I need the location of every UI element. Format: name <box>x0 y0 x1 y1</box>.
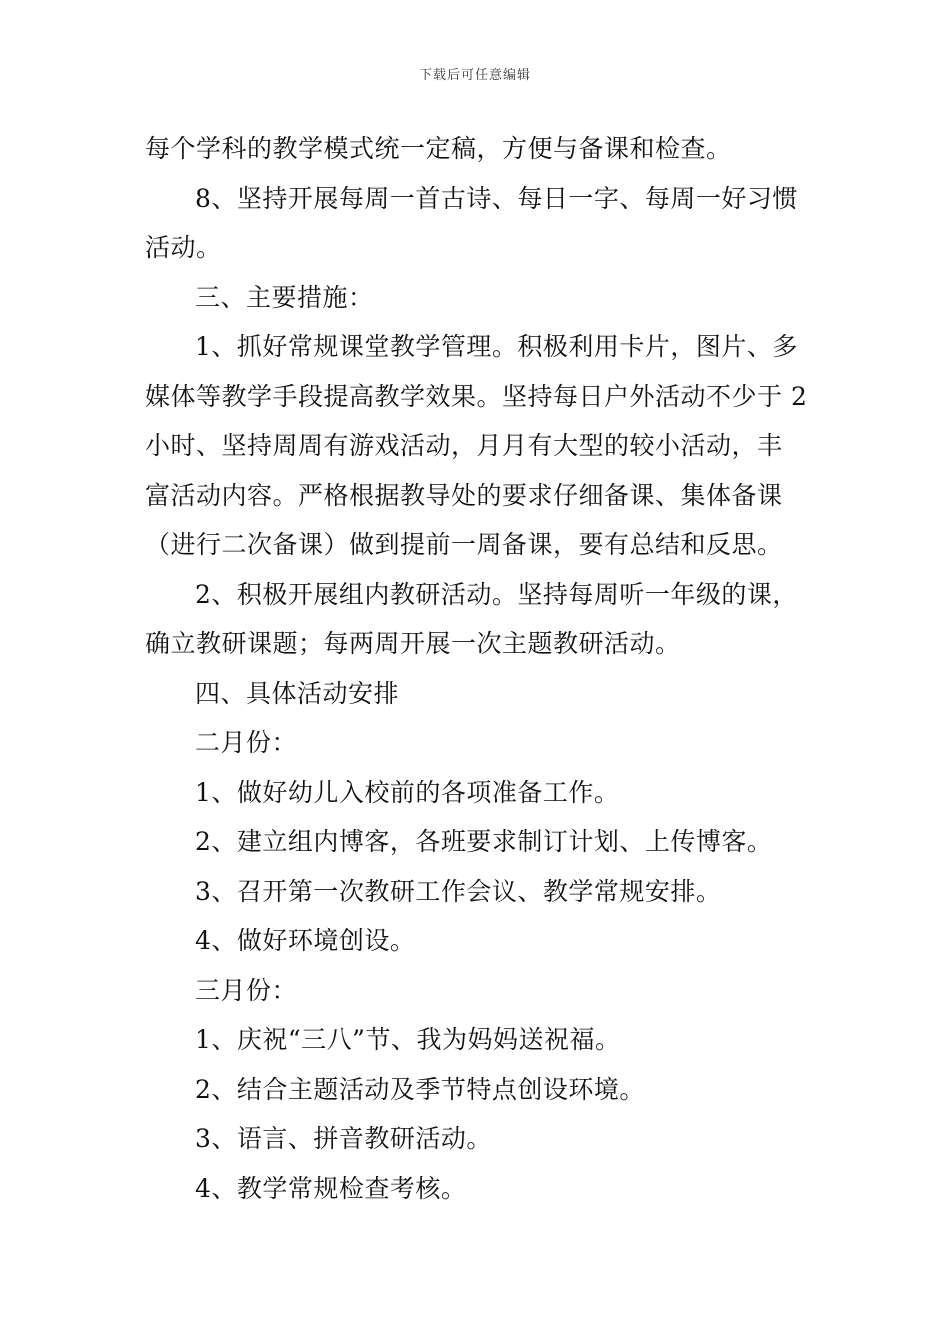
list-item: 4、做好环境创设。 <box>195 926 416 955</box>
list-item: 2、建立组内博客，各班要求制订计划、上传博客。 <box>195 827 773 856</box>
text-line: 活动。 <box>145 233 222 262</box>
text-line: 媒体等教学手段提高教学效果。坚持每日户外活动不少于 2 <box>145 381 808 411</box>
list-item: 1、庆祝“三八”节、我为妈妈送祝福。 <box>195 1025 621 1054</box>
list-item: 3、召开第一次教研工作会议、教学常规安排。 <box>195 876 722 906</box>
page-header: 下载后可任意编辑 <box>418 68 531 83</box>
text-line: 每个学科的教学模式统一定稿，方便与备课和检查。 <box>145 134 732 163</box>
text-line: 富活动内容。严格根据教导处的要求仔细备课、集体备课 <box>145 480 783 510</box>
list-item: 2、结合主题活动及季节特点创设环境。 <box>195 1074 645 1104</box>
section-heading: 三、主要措施： <box>195 282 374 312</box>
month-heading: 三月份： <box>195 975 298 1005</box>
text-line: 8、坚持开展每周一首古诗、每日一字、每周一好习惯 <box>195 183 798 213</box>
section-heading: 四、具体活动安排 <box>195 678 400 708</box>
text-line: 确立教研课题；每两周开展一次主题教研活动。 <box>145 629 681 658</box>
document-body <box>145 124 810 1213</box>
list-item: 4、教学常规检查考核。 <box>195 1173 467 1203</box>
text-line: 2、积极开展组内教研活动。坚持每周听一年级的课， <box>195 579 798 609</box>
text-line: （进行二次备课）做到提前一周备课，要有总结和反思。 <box>145 530 783 559</box>
list-item: 1、做好幼儿入校前的各项准备工作。 <box>195 777 620 807</box>
text-line: 1、抓好常规课堂教学管理。积极利用卡片，图片、多 <box>195 332 798 361</box>
month-heading: 二月份： <box>195 728 298 757</box>
list-item: 3、语言、拼音教研活动。 <box>195 1124 492 1153</box>
text-line: 小时、坚持周周有游戏活动，月月有大型的较小活动，丰 <box>145 431 783 460</box>
